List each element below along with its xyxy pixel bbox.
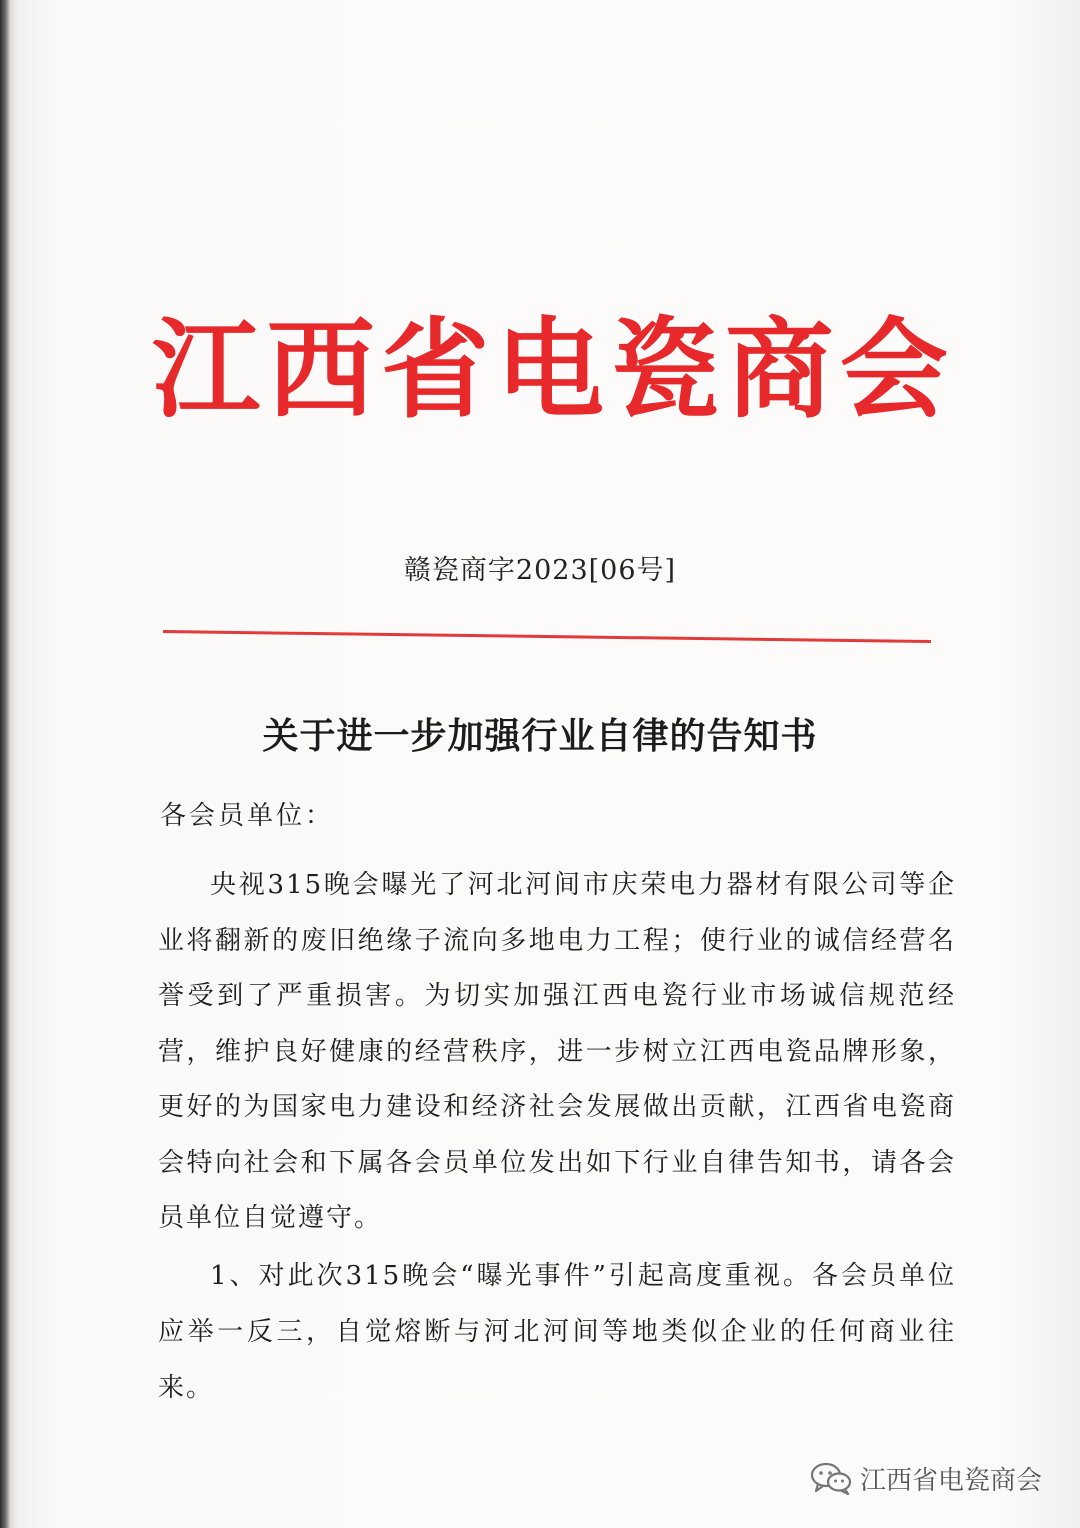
letterhead-char: 电 <box>495 307 604 433</box>
letterhead-char: 商 <box>725 307 834 433</box>
red-divider-line <box>163 630 931 643</box>
letterhead-char: 西 <box>266 307 375 433</box>
letterhead-char: 江 <box>151 307 260 433</box>
letterhead-char: 会 <box>839 307 948 433</box>
salutation: 各会员单位： <box>160 801 335 831</box>
page-edge-shadow <box>0 0 10 1528</box>
body-paragraph: 央视315晚会曝光了河北河间市庆荣电力器材有限公司等企业将翻新的废旧绝缘子流向多地电力工程；使行业的诚信经营名誉受到了严重损害。为切实加强江西电瓷行业市场诚信规范经营，维护良好健康的经营秩序，进一步树立江西电瓷品牌形象，更好的为国家电力建设和经济社会发展做出贡献，江西省电瓷商会特向社会和下属各会员单位发出如下行业自律告知书，请各会员单位自觉遵守。 <box>158 870 956 1233</box>
watermark-text: 江西省电瓷商会 <box>860 1465 1043 1496</box>
document-title: 关于进一步加强行业自律的告知书 <box>262 716 818 757</box>
wechat-icon <box>810 1461 852 1495</box>
body-paragraph: 1、对此次315晚会“曝光事件”引起高度重视。各会员单位应举一反三，自觉熔断与河北河间等地类似企业的任何商业往来。 <box>158 1261 956 1403</box>
letterhead-char: 瓷 <box>610 307 719 433</box>
letterhead-title <box>150 300 950 440</box>
document-number: 赣瓷商字2023[06号] <box>403 555 677 586</box>
letterhead-char: 省 <box>381 307 490 433</box>
wechat-watermark <box>810 1456 1042 1500</box>
